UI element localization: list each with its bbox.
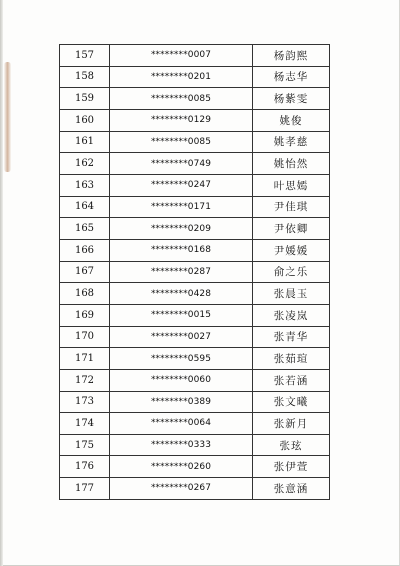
roster-table-body [60,45,330,500]
person-name: 张茹瑄 [253,348,330,370]
table-row [60,239,330,261]
row-number: 173 [60,391,110,413]
row-number: 163 [60,174,110,196]
person-name: 张若涵 [253,369,330,391]
table-row [60,478,330,500]
row-number: 171 [60,348,110,370]
person-name: 张晨玉 [253,283,330,305]
masked-id: ********0085 [110,88,253,110]
table-row [60,153,330,175]
row-number: 176 [60,456,110,478]
masked-id: ********0749 [110,153,253,175]
masked-id: ********0267 [110,478,253,500]
table-row [60,283,330,305]
person-name: 姚孝慈 [253,131,330,153]
row-number: 175 [60,434,110,456]
table-row [60,326,330,348]
table-row [60,348,330,370]
person-name: 杨紫雯 [253,88,330,110]
roster-table [59,44,330,500]
person-name: 杨韵熙 [253,45,330,67]
row-number: 170 [60,326,110,348]
person-name: 姚俊 [253,109,330,131]
table-row [60,218,330,240]
row-number: 174 [60,413,110,435]
table-row [60,391,330,413]
person-name: 张凌岚 [253,304,330,326]
row-number: 169 [60,304,110,326]
masked-id: ********0085 [110,131,253,153]
person-name: 张意涵 [253,478,330,500]
table-row [60,434,330,456]
masked-id: ********0247 [110,174,253,196]
row-number: 159 [60,88,110,110]
table-row [60,45,330,67]
table-row [60,196,330,218]
masked-id: ********0333 [110,434,253,456]
person-name: 叶思嫣 [253,174,330,196]
table-row [60,66,330,88]
row-number: 162 [60,153,110,175]
person-name: 尹媛媛 [253,239,330,261]
masked-id: ********0287 [110,261,253,283]
masked-id: ********0129 [110,109,253,131]
masked-id: ********0260 [110,456,253,478]
binding-stain [4,62,11,172]
table-row [60,88,330,110]
row-number: 165 [60,218,110,240]
row-number: 167 [60,261,110,283]
masked-id: ********0027 [110,326,253,348]
person-name: 姚怡然 [253,153,330,175]
masked-id: ********0201 [110,66,253,88]
person-name: 张伊萱 [253,456,330,478]
masked-id: ********0007 [110,45,253,67]
table-row [60,174,330,196]
row-number: 166 [60,239,110,261]
row-number: 160 [60,109,110,131]
person-name: 杨志华 [253,66,330,88]
row-number: 172 [60,369,110,391]
person-name: 尹依卿 [253,218,330,240]
person-name: 张玹 [253,434,330,456]
person-name: 尹佳琪 [253,196,330,218]
row-number: 164 [60,196,110,218]
row-number: 158 [60,66,110,88]
table-row [60,109,330,131]
masked-id: ********0171 [110,196,253,218]
masked-id: ********0209 [110,218,253,240]
row-number: 161 [60,131,110,153]
row-number: 157 [60,45,110,67]
table-row [60,369,330,391]
table-row [60,131,330,153]
masked-id: ********0168 [110,239,253,261]
row-number: 168 [60,283,110,305]
person-name: 张文曦 [253,391,330,413]
person-name: 张青华 [253,326,330,348]
scan-shadow-edge [0,0,3,566]
masked-id: ********0060 [110,369,253,391]
row-number: 177 [60,478,110,500]
person-name: 张新月 [253,413,330,435]
person-name: 俞之乐 [253,261,330,283]
masked-id: ********0015 [110,304,253,326]
masked-id: ********0064 [110,413,253,435]
table-row [60,413,330,435]
masked-id: ********0595 [110,348,253,370]
masked-id: ********0389 [110,391,253,413]
table-row [60,304,330,326]
table-row [60,261,330,283]
table-row [60,456,330,478]
masked-id: ********0428 [110,283,253,305]
